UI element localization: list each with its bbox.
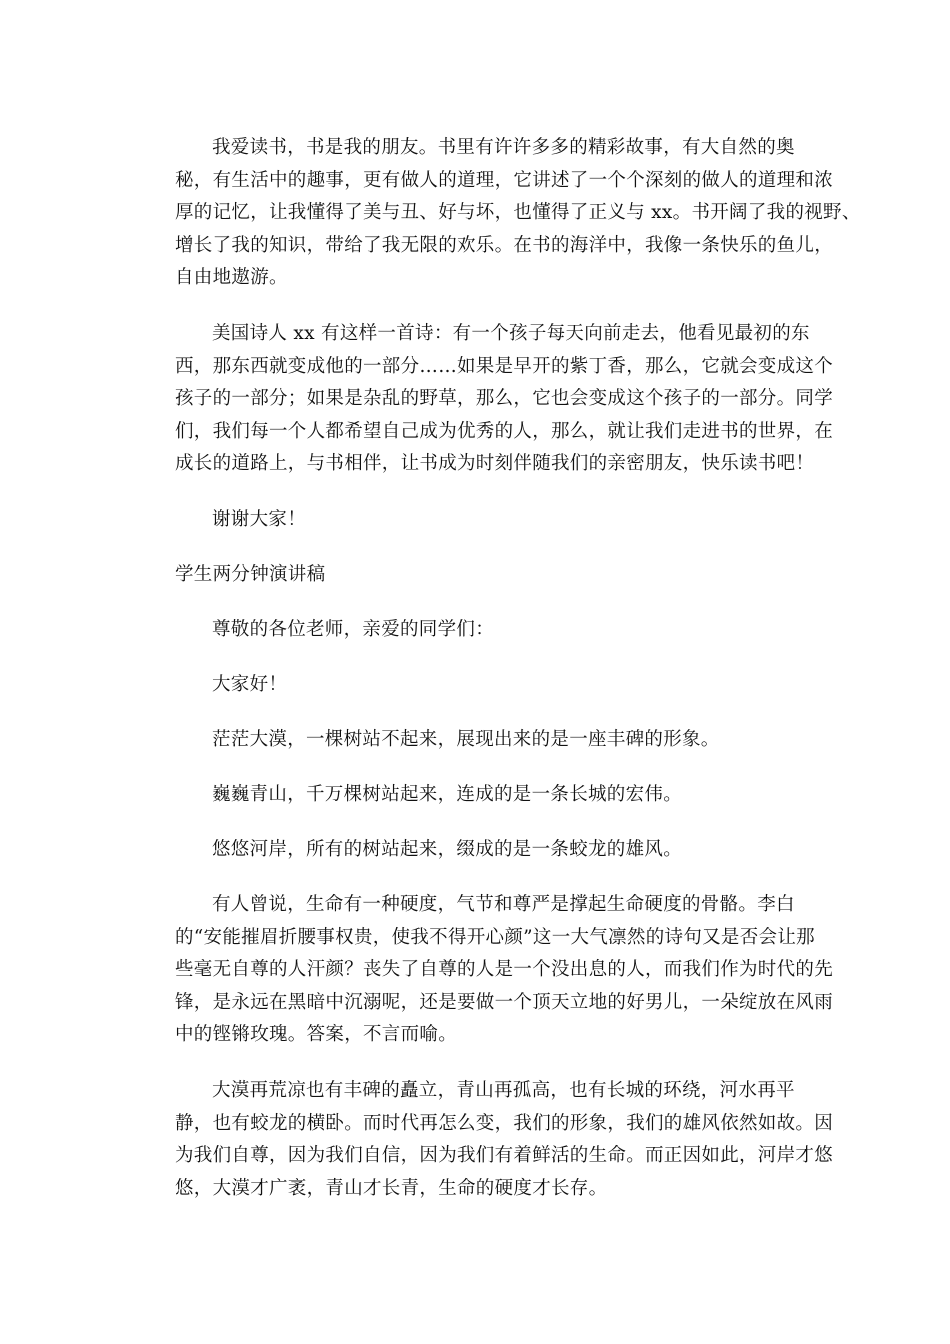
- text-line: 大漠再荒凉也有丰碑的矗立，青山再孤高，也有长城的环绕，河水再平: [212, 1080, 795, 1101]
- text-line: 西，那东西就变成他的一部分……如果是早开的紫丁香，那么，它就会变成这个: [175, 355, 834, 377]
- text-line: 锋，是永远在黑暗中沉溺呢，还是要做一个顶天立地的好男儿，一朵绽放在风雨: [175, 991, 834, 1013]
- paragraph-desert: [175, 724, 815, 757]
- text-line: 悠，大漠才广袤，青山才长青，生命的硬度才长存。: [175, 1177, 608, 1199]
- text-line: 我爱读书，书是我的朋友。书里有许许多多的精彩故事，有大自然的奥: [212, 137, 795, 158]
- paragraph-reading-intro: [175, 132, 861, 295]
- paragraph-mountain: [175, 779, 815, 812]
- text-line: 中的铿锵玫瑰。答案，不言而喻。: [175, 1024, 458, 1045]
- text-line: 孩子的一部分；如果是杂乱的野草，那么，它也会变成这个孩子的一部分。同学: [175, 388, 834, 409]
- paragraph-river: [175, 834, 815, 867]
- paragraph-poem: [175, 318, 834, 481]
- text-line: 有人曾说，生命有一种硬度，气节和尊严是撑起生命硬度的骨骼。李白: [212, 894, 795, 915]
- text-line: 大家好！: [212, 674, 288, 695]
- text-line: 厚的记忆，让我懂得了美与丑、好与坏，也懂得了正义与 xx。书开阔了我的视野、: [175, 202, 861, 223]
- text-line: 为我们自尊，因为我们自信，因为我们有着鲜活的生命。而正因如此，河岸才悠: [175, 1145, 834, 1166]
- text-line: 尊敬的各位老师，亲爱的同学们：: [212, 619, 495, 640]
- paragraph-conclusion: [175, 1075, 834, 1205]
- text-line: 静，也有蛟龙的横卧。而时代再怎么变，我们的形象，我们的雄风依然如故。因: [175, 1112, 834, 1134]
- paragraph-hello: [175, 669, 815, 702]
- paragraph-thanks: [175, 504, 815, 537]
- text-line: 谢谢大家！: [212, 509, 307, 530]
- text-line: 些毫无自尊的人汗颜？丧失了自尊的人是一个没出息的人，而我们作为时代的先: [175, 959, 834, 980]
- text-line: 的“安能摧眉折腰事权贵，使我不得开心颜”这一大气凛然的诗句又是否会让那: [175, 926, 815, 948]
- section-title: [175, 559, 815, 592]
- text-line: 自由地遨游。: [175, 267, 288, 288]
- text-line: 们，我们每一个人都希望自己成为优秀的人，那么，就让我们走进书的世界，在: [175, 420, 834, 442]
- text-line: 悠悠河岸，所有的树站起来，缀成的是一条蛟龙的雄风。: [212, 839, 683, 860]
- heading-text: 学生两分钟演讲稿: [175, 564, 326, 585]
- text-line: 美国诗人 xx 有这样一首诗：有一个孩子每天向前走去，他看见最初的东: [212, 323, 810, 344]
- text-line: 巍巍青山，千万棵树站起来，连成的是一条长城的宏伟。: [212, 784, 683, 805]
- paragraph-dignity: [175, 889, 834, 1052]
- text-line: 增长了我的知识，带给了我无限的欢乐。在书的海洋中，我像一条快乐的鱼儿，: [175, 234, 834, 256]
- paragraph-greeting: [175, 614, 815, 647]
- text-line: 成长的道路上，与书相伴，让书成为时刻伴随我们的亲密朋友，快乐读书吧！: [175, 453, 815, 474]
- text-line: 秘，有生活中的趣事，更有做人的道理，它讲述了一个个深刻的做人的道理和浓: [175, 169, 834, 191]
- text-line: 茫茫大漠，一棵树站不起来，展现出来的是一座丰碑的形象。: [212, 729, 720, 750]
